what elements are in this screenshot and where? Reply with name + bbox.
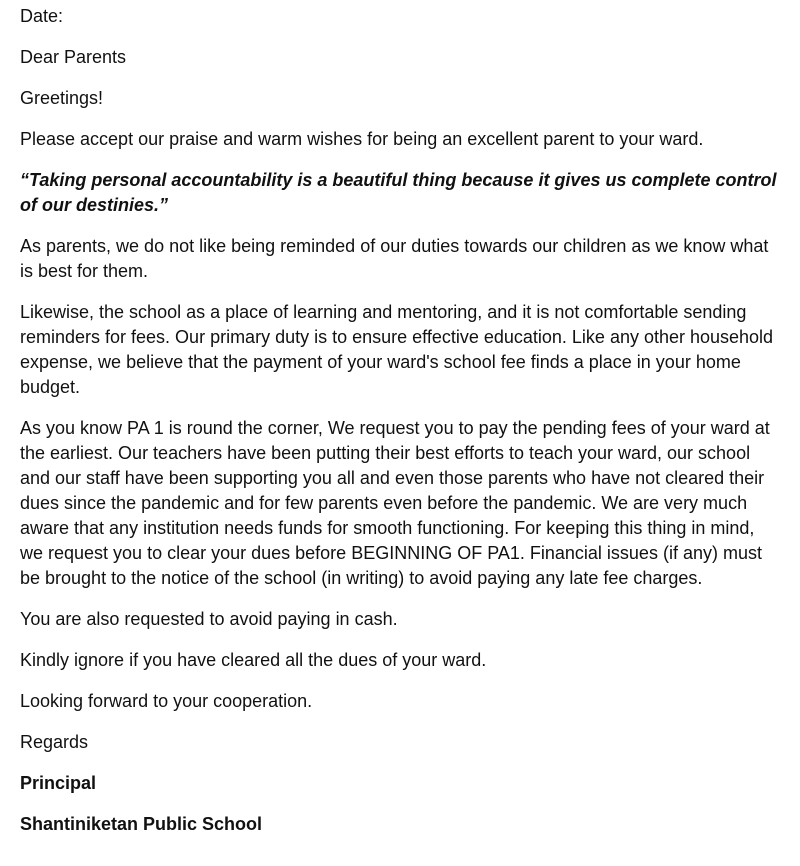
signatory-title: Principal (20, 773, 97, 793)
date-label: Date: (20, 6, 64, 26)
paragraph-fee-request: As you know PA 1 is round the corner, We request you to pay the pending fees of your ward at the earliest. Our teachers have been putting their best efforts to teach your ward, our school and our staff have been supporting you all and even those parents who have not cleared their dues since the pandemic and for few parents even before the pandemic. We are very much aware that any institution needs funds for smooth functioning. For keeping this thing in mind, we request you to clear your dues before BEGINNING OF PA1. Financial issues (if any) must be brought to the notice of the school (in writing) to avoid paying any late fee charges. (20, 418, 770, 588)
paragraph-ignore: Kindly ignore if you have cleared all the dues of your ward. (20, 650, 487, 670)
paragraph-cooperation: Looking forward to your cooperation. (20, 691, 313, 711)
greeting: Greetings! (20, 88, 104, 108)
paragraph-reminders: Likewise, the school as a place of learning and mentoring, and it is not comfortable sending reminders for fees. Our primary duty is to ensure effective education. Like any other household expense, we believe that the payment of your ward's school fee finds a place in your home budget. (20, 302, 774, 397)
accountability-quote: “Taking personal accountability is a beautiful thing because it gives us complete control of our destinies.” (20, 170, 777, 215)
praise-paragraph: Please accept our praise and warm wishes for being an excellent parent to your ward. (20, 129, 704, 149)
salutation: Dear Parents (20, 47, 127, 67)
school-name: Shantiniketan Public School (20, 814, 263, 834)
paragraph-avoid-cash: You are also requested to avoid paying in cash. (20, 609, 398, 629)
closing: Regards (20, 732, 89, 752)
letter-body (20, 4, 780, 837)
paragraph-duties: As parents, we do not like being reminded of our duties towards our children as we know what is best for them. (20, 236, 769, 281)
